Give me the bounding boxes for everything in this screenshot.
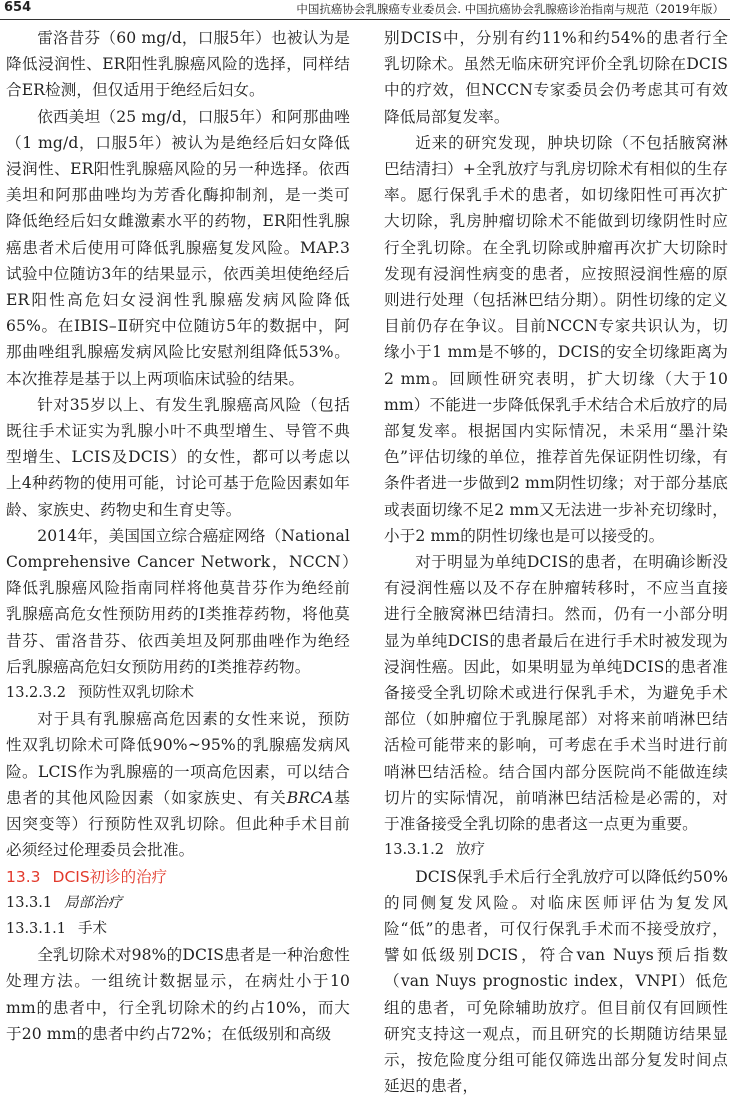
paragraph: 对于明显为单纯DCIS的患者，在明确诊断没有浸润性癌以及不存在肿瘤转移时，不应当直接进行全腋窝淋巴结清扫。然而，仍有一小部分明显为单纯DCIS的患者最后在进行手术时被发现为浸润性癌。因此，如果明显为单纯DCIS的患者准备接受全乳切除术或进行保乳手术，为避免手术部位（如肿瘤位于乳腺尾部）对将来前哨淋巴结活检可能带来的影响，可考虑在手术当时进行前哨淋巴结活检。结合国内部分医院尚不能做连续切片的实际情况，前哨淋巴结活检是必需的，对于准备接受全乳切除的患者这一点更为重要。 xyxy=(384,549,728,837)
paragraph: 针对35岁以上、有发生乳腺癌高风险（包括既往手术证实为乳腺小叶不典型增生、导管不典型增生、LCIS及DCIS）的女性，都可以考虑以上4种药物的使用可能，讨论可基于危险因素如年龄、家族史、药物史和生育史等。 xyxy=(6,392,350,523)
section-number: 13.3.1.2 xyxy=(384,842,444,858)
section-heading xyxy=(6,680,350,706)
section-number: 13.2.3.2 xyxy=(6,685,66,701)
section-title: DCIS初诊的治疗 xyxy=(53,868,168,886)
paragraph: 全乳切除术对98%的DCIS患者是一种治愈性处理方法。一组统计数据显示，在病灶小于10 mm的患者中，行全乳切除术的约占10%，而大于20 mm的患者中约占72%；在低级别和高级 xyxy=(6,942,350,1047)
running-title: 中国抗癌协会乳腺癌专业委员会. 中国抗癌协会乳腺癌诊治指南与规范（2019年版） xyxy=(296,1,724,17)
paragraph: 2014年，美国国立综合癌症网络（National Comprehensive Cancer Network，NCCN）降低乳腺癌风险指南同样将他莫昔芬作为绝经前乳腺癌高危女性预防用药的Ⅰ类推荐药物，将他莫昔芬、雷洛昔芬、依西美坦及阿那曲唑作为绝经后乳腺癌高危妇女预防用药的Ⅰ类推荐药物。 xyxy=(6,523,350,680)
section-heading xyxy=(384,837,728,863)
section-heading xyxy=(6,890,350,916)
section-number: 13.3 xyxy=(6,868,41,886)
header-rule xyxy=(0,19,730,20)
text-run: 对于具有乳腺癌高危因素的女性来说，预防性双乳切除术可降低90%~95%的乳腺癌发病风险。LCIS作为乳腺癌的一项高危因素，可以结合患者的其他风险因素（如家族史、有关 xyxy=(6,710,350,807)
paragraph: 依西美坦（25 mg/d，口服5年）和阿那曲唑（1 mg/d，口服5年）被认为是绝经后妇女降低浸润性、ER阳性乳腺癌风险的另一种选择。依西美坦和阿那曲唑均为芳香化酶抑制剂，是一类可降低绝经后妇女雌激素水平的药物，ER阳性乳腺癌患者术后使用可降低乳腺癌复发风险。MAP.3试验中位随访3年的结果显示，依西美坦使绝经后ER阳性高危妇女浸润性乳腺癌发病风险降低65%。在IBIS–Ⅱ研究中位随访5年的数据中，阿那曲唑组乳腺癌发病风险比安慰剂组降低53%。本次推荐是基于以上两项临床试验的结果。 xyxy=(6,104,350,392)
section-title: 预防性双乳切除术 xyxy=(78,685,194,701)
gene-name: BRCA xyxy=(287,789,334,807)
section-heading xyxy=(6,916,350,942)
left-column xyxy=(6,25,350,1051)
paragraph: 近来的研究发现，肿块切除（不包括腋窝淋巴结清扫）+全乳放疗与乳房切除术有相似的生存率。愿行保乳手术的患者，如切缘阳性可再次扩大切除，乳房肿瘤切除术不能做到切缘阴性时应行全乳切除。在全乳切除或肿瘤再次扩大切除时发现有浸润性病变的患者，应按照浸润性癌的原则进行处理（包括淋巴结分期）。阴性切缘的定义目前仍存在争议。目前NCCN专家共识认为，切缘小于1 mm是不够的，DCIS的安全切缘距离为2 mm。回顾性研究表明，扩大切缘（大于10 mm）不能进一步降低保乳手术结合术后放疗的局部复发率。根据国内实际情况，未采用“墨汁染色”评估切缘的单位，推荐首先保证阴性切缘，有条件者进一步做到2 mm阴性切缘；对于部分基底或表面切缘不足2 mm又无法进一步补充切缘时，小于2 mm的阴性切缘也是可以接受的。 xyxy=(384,130,728,549)
paragraph xyxy=(6,706,350,863)
section-title: 放疗 xyxy=(456,842,485,858)
paragraph: 雷洛昔芬（60 mg/d，口服5年）也被认为是降低浸润性、ER阳性乳腺癌风险的选择，同样结合ER检测，但仅适用于绝经后妇女。 xyxy=(6,25,350,104)
section-number: 13.3.1 xyxy=(6,895,52,911)
section-title: 局部治疗 xyxy=(64,895,122,911)
right-column xyxy=(384,25,728,1051)
text-run: 基因突变等）行预防性双乳切除。但此种手术目前必须经过伦理委员会批准。 xyxy=(6,789,350,859)
section-number: 13.3.1.1 xyxy=(6,921,66,937)
section-heading-main xyxy=(6,864,350,890)
paragraph: 别DCIS中，分别有约11%和约54%的患者行全乳切除术。虽然无临床研究评价全乳切除在DCIS中的疗效，但NCCN专家委员会仍考虑其可有效降低局部复发率。 xyxy=(384,25,728,130)
page-header xyxy=(0,0,730,20)
page-number: 654 xyxy=(4,0,31,15)
section-title: 手术 xyxy=(78,921,107,937)
paragraph: DCIS保乳手术后行全乳放疗可以降低约50%的同侧复发风险。对临床医师评估为复发风险“低”的患者，可仅行保乳手术而不接受放疗，譬如低级别DCIS，符合van Nuys预后指数（van Nuys prognostic index，VNPI）低危组的患者，可免除辅助放疗。但目前仅有回顾性研究支持这一观点，而且研究的长期随访结果显示，按危险度分组可能仅筛选出部分复发时间点延迟的患者， xyxy=(384,864,728,1099)
